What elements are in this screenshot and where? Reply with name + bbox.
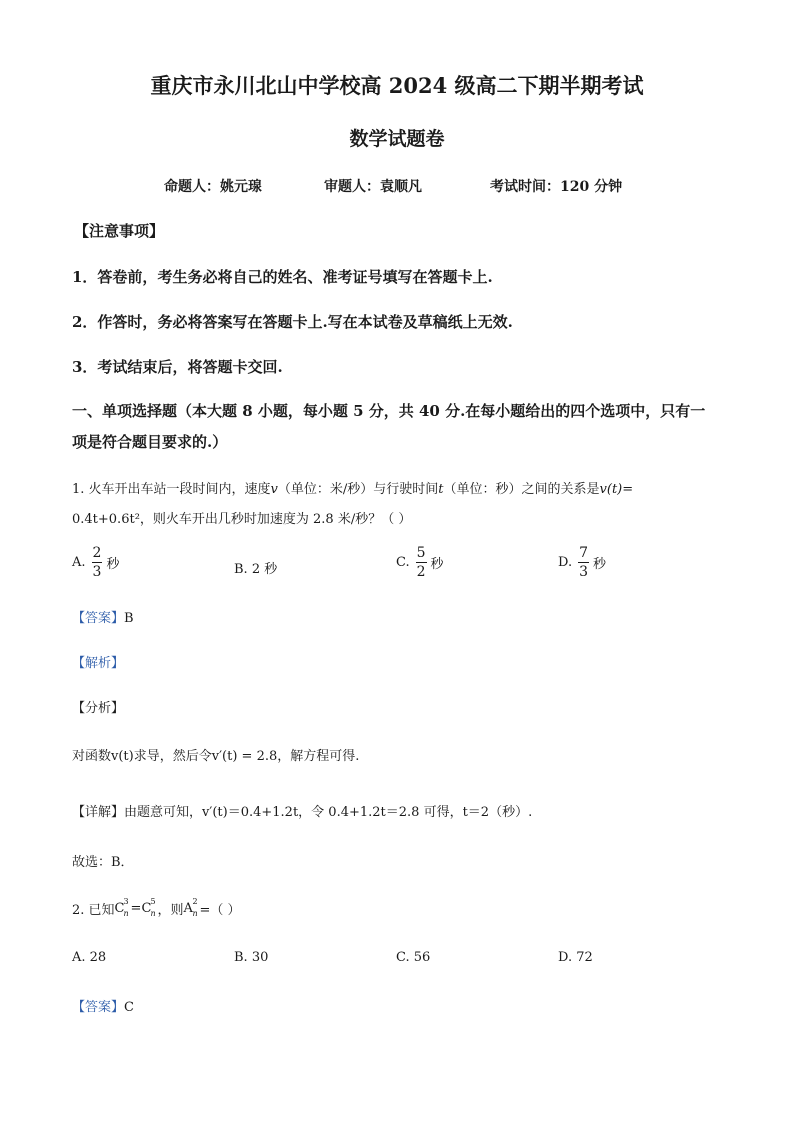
q1-text-c: （单位：秒）之间的关系是	[443, 482, 600, 497]
q1-conclusion: 故选：B．	[72, 855, 134, 870]
q1-option-c-unit: 秒	[430, 557, 444, 572]
exam-time-label: 考试时间：120 分钟	[490, 179, 623, 195]
q1-option-b	[234, 558, 277, 577]
q1-option-d-unit: 秒	[593, 557, 607, 572]
q1-detail: 【详解】由题意可知，v′(t)＝0.4+1.2t，令 0.4+1.2t＝2.8 可得，t＝2（秒）.	[72, 805, 533, 820]
q1-analysis: 【解析】	[72, 656, 125, 671]
q2-answer: 【答案】C	[72, 1000, 134, 1015]
q1-var-t: t	[438, 482, 444, 497]
section-heading-line2: 项是符合题目要求的.）	[72, 433, 228, 451]
q2-option-d: D. 72	[558, 950, 593, 965]
q2-answer-tag: 答案	[85, 1000, 112, 1015]
q1-option-d	[558, 546, 606, 579]
q2-option-b: B. 30	[234, 950, 269, 965]
q1-answer: 【答案】B	[72, 611, 134, 626]
q1-option-d-label: D.	[558, 555, 573, 570]
q1-fenxi-tag: 【分析】	[72, 701, 125, 716]
section-heading-line1: 一、单项选择题（本大题 8 小题，每小题 5 分，共 40 分.在每小题给出的四个选项中，只有一	[72, 402, 706, 420]
q1-fenxi-vt: v(t)	[111, 749, 134, 764]
q2-arrangement: A 2 n	[183, 896, 198, 918]
q1-detail-vp: v′(t)	[202, 805, 228, 820]
q1-answer-value: B	[124, 611, 134, 626]
q1-option-a	[72, 546, 119, 579]
q1-fenxi-eq: v′(t) = 2.8	[211, 749, 278, 764]
notice-heading: 【注意事项】	[74, 222, 165, 240]
q1-text-a: 1. 火车开出车站一段时间内，速度	[72, 482, 271, 497]
notice-item-2: 2．作答时，务必将答案写在答题卡上.写在本试卷及草稿纸上无效.	[72, 313, 513, 331]
q1-option-b-label: B. 2 秒	[234, 562, 278, 577]
q1-answer-tag: 答案	[85, 611, 112, 626]
q2-combination-1: C 3 n	[114, 896, 129, 918]
q1-option-a-label: A.	[72, 555, 86, 570]
q1-option-c-label: C.	[396, 555, 410, 570]
q2-answer-value: C	[124, 1000, 134, 1015]
q1-option-a-fraction: $\frac{2}{3}$	[92, 545, 102, 580]
q1-option-c-fraction: $\frac{5}{2}$	[416, 545, 426, 580]
notice-item-3: 3．考试结束后，将答题卡交回.	[72, 358, 283, 376]
q1-option-c	[396, 546, 444, 579]
notice-item-1: 1．答卷前，考生务必将自己的姓名、准考证号填写在答题卡上.	[72, 268, 493, 286]
q1-text-b: （单位：米/秒）与行驶时间	[277, 482, 439, 497]
q1-eq: =	[622, 482, 634, 497]
q1-option-a-unit: 秒	[106, 557, 120, 572]
paper-subtitle: 数学试题卷	[349, 128, 445, 150]
q2-option-a: A. 28	[72, 950, 107, 965]
author-label: 命题人：姚元瑔	[164, 179, 262, 195]
question-1-line1	[72, 478, 633, 497]
q1-var-v: v	[270, 482, 278, 497]
q2-option-c: C. 56	[396, 950, 431, 965]
reviewer-label: 审题人：袁顺凡	[324, 179, 422, 195]
q1-var-vt: v(t)	[599, 482, 623, 497]
q1-fenxi-text: 对函数v(t)求导，然后令v′(t) = 2.8，解方程可得.	[72, 749, 360, 764]
question-1-line2: 0.4t+0.6t²，则火车开出几秒时加速度为 2.8 米/秒？（ ）	[72, 512, 412, 527]
q1-analysis-tag: 解析	[85, 656, 112, 671]
q2-combination-2: C 5 n	[141, 896, 156, 918]
q1-detail-tag: 【详解】	[72, 805, 125, 820]
q1-option-d-fraction: $\frac{7}{3}$	[579, 545, 589, 580]
question-2-stem: 2. 已知 C 3 n = C 5 n ，则 A 2 n =（ ）	[72, 896, 241, 918]
exam-title: 重庆市永川北山中学校高 2024 级高二下期半期考试	[150, 73, 644, 98]
